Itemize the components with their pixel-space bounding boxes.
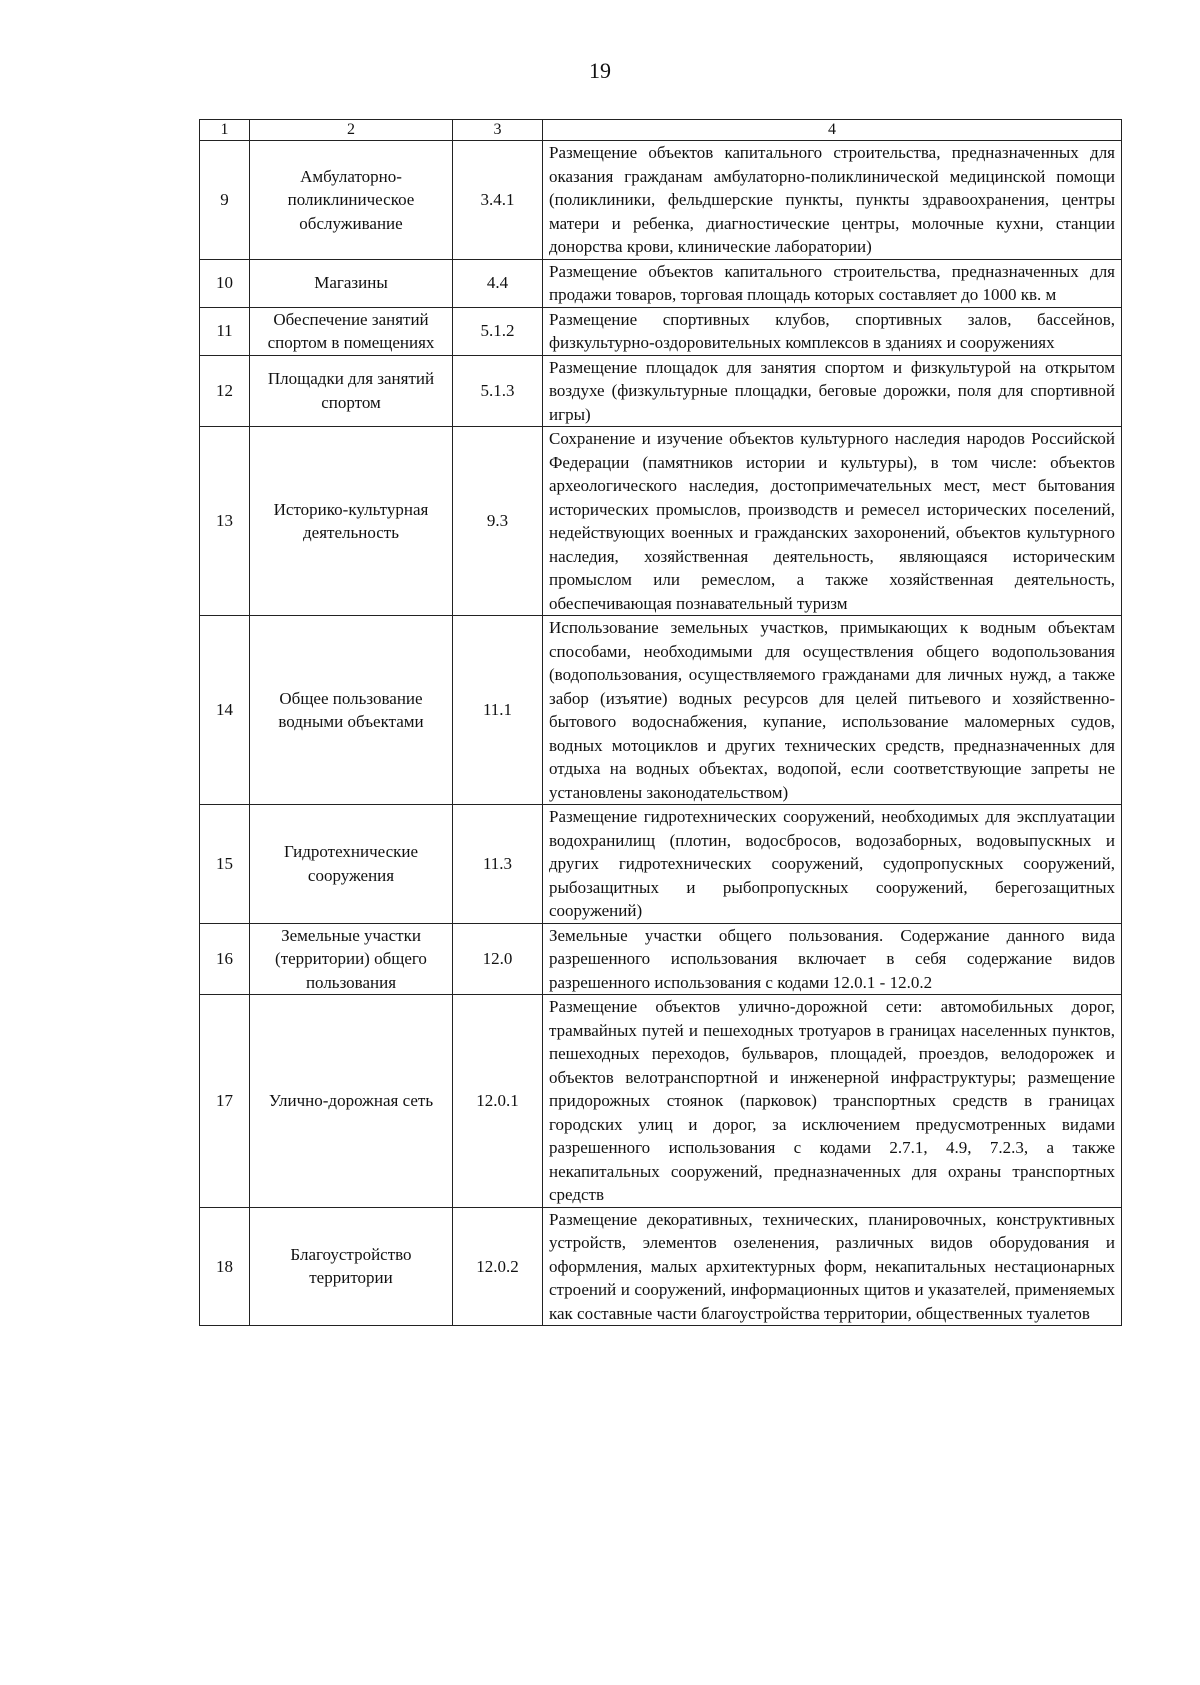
use-type-name: Историко-культурная деятельность bbox=[250, 427, 453, 616]
use-type-description: Размещение гидротехнических сооружений, необходимых для эксплуатации водохранилищ (плотин, водосбросов, водозаборных, водовыпускных и других гидротехнических сооружений, судопропускных сооружений, рыбозащитных и рыбопропускных сооружений, берегозащитных сооружений) bbox=[543, 805, 1122, 924]
use-type-code: 5.1.3 bbox=[453, 355, 543, 427]
header-cell-3: 3 bbox=[453, 120, 543, 141]
table-row bbox=[200, 427, 1122, 616]
use-type-name: Благоустройство территории bbox=[250, 1207, 453, 1326]
use-type-description: Размещение объектов улично-дорожной сети: автомобильных дорог, трамвайных путей и пешеходных тротуаров в границах населенных пунктов, пешеходных переходов, бульваров, площадей, проездов, велодорожек и объектов велотранспортной и инженерной инфраструктуры; размещение придорожных стоянок (парковок) транспортных средств в границах городских улиц и дорог, за исключением предусмотренных видами разрешенного использования с кодами 2.7.1, 4.9, 7.2.3, а также некапитальных сооружений, предназначенных для охраны транспортных средств bbox=[543, 995, 1122, 1208]
use-type-description: Размещение площадок для занятия спортом и физкультурой на открытом воздухе (физкультурные площадки, беговые дорожки, поля для спортивной игры) bbox=[543, 355, 1122, 427]
use-type-name: Обеспечение занятий спортом в помещениях bbox=[250, 307, 453, 355]
use-type-name: Амбулаторно-поликлиническое обслуживание bbox=[250, 141, 453, 260]
page-number: 19 bbox=[589, 58, 611, 83]
use-type-description: Использование земельных участков, примыкающих к водным объектам способами, необходимыми для осуществления общего водопользования (водопользования, осуществляемого гражданами для личных нужд, а также забор (изъятие) водных ресурсов для целей питьевого и хозяйственно-бытового водоснабжения, купание, использование маломерных судов, водных мотоциклов и других технических средств, предназначенных для отдыха на водных объектах, водопой, если соответствующие запреты не установлены законодательством) bbox=[543, 616, 1122, 805]
row-number: 18 bbox=[200, 1207, 250, 1326]
table-row bbox=[200, 259, 1122, 307]
row-number: 17 bbox=[200, 995, 250, 1208]
row-number: 14 bbox=[200, 616, 250, 805]
table-row bbox=[200, 923, 1122, 995]
row-number: 9 bbox=[200, 141, 250, 260]
use-type-name: Гидротехнические сооружения bbox=[250, 805, 453, 924]
use-type-description: Размещение спортивных клубов, спортивных залов, бассейнов, физкультурно-оздоровительных комплексов в зданиях и сооружениях bbox=[543, 307, 1122, 355]
use-type-name: Земельные участки (территории) общего пользования bbox=[250, 923, 453, 995]
use-type-code: 4.4 bbox=[453, 259, 543, 307]
row-number: 12 bbox=[200, 355, 250, 427]
use-type-description: Земельные участки общего пользования. Содержание данного вида разрешенного использования включает в себя содержание видов разрешенного использования с кодами 12.0.1 - 12.0.2 bbox=[543, 923, 1122, 995]
use-type-name: Магазины bbox=[250, 259, 453, 307]
use-type-code: 11.3 bbox=[453, 805, 543, 924]
table-row bbox=[200, 141, 1122, 260]
header-cell-2: 2 bbox=[250, 120, 453, 141]
use-type-code: 3.4.1 bbox=[453, 141, 543, 260]
row-number: 11 bbox=[200, 307, 250, 355]
use-type-code: 12.0.2 bbox=[453, 1207, 543, 1326]
use-type-code: 5.1.2 bbox=[453, 307, 543, 355]
use-type-name: Улично-дорожная сеть bbox=[250, 995, 453, 1208]
use-type-description: Размещение объектов капитального строительства, предназначенных для оказания гражданам амбулаторно-поликлинической медицинской помощи (поликлиники, фельдшерские пункты, пункты здравоохранения, центры матери и ребенка, диагностические центры, молочные кухни, станции донорства крови, клинические лаборатории) bbox=[543, 141, 1122, 260]
table-row bbox=[200, 805, 1122, 924]
use-type-code: 11.1 bbox=[453, 616, 543, 805]
land-use-table bbox=[199, 119, 1122, 1326]
header-cell-4: 4 bbox=[543, 120, 1122, 141]
use-type-code: 9.3 bbox=[453, 427, 543, 616]
use-type-code: 12.0.1 bbox=[453, 995, 543, 1208]
table-row bbox=[200, 616, 1122, 805]
use-type-description: Сохранение и изучение объектов культурного наследия народов Российской Федерации (памятников истории и культуры), в том числе: объектов археологического наследия, достопримечательных мест, мест бытования исторических промыслов, производств и ремесел исторических поселений, недействующих военных и гражданских захоронений, объектов культурного наследия, хозяйственная деятельность, являющаяся историческим промыслом или ремеслом, а также хозяйственная деятельность, обеспечивающая познавательный туризм bbox=[543, 427, 1122, 616]
row-number: 15 bbox=[200, 805, 250, 924]
table-row bbox=[200, 1207, 1122, 1326]
table-row bbox=[200, 995, 1122, 1208]
use-type-code: 12.0 bbox=[453, 923, 543, 995]
table-row bbox=[200, 307, 1122, 355]
use-type-name: Площадки для занятий спортом bbox=[250, 355, 453, 427]
use-type-description: Размещение объектов капитального строительства, предназначенных для продажи товаров, торговая площадь которых составляет до 1000 кв. м bbox=[543, 259, 1122, 307]
row-number: 16 bbox=[200, 923, 250, 995]
row-number: 10 bbox=[200, 259, 250, 307]
use-type-name: Общее пользование водными объектами bbox=[250, 616, 453, 805]
table-row bbox=[200, 355, 1122, 427]
table-header-row bbox=[200, 120, 1122, 141]
row-number: 13 bbox=[200, 427, 250, 616]
header-cell-1: 1 bbox=[200, 120, 250, 141]
use-type-description: Размещение декоративных, технических, планировочных, конструктивных устройств, элементов озеленения, различных видов оборудования и оформления, малых архитектурных форм, некапитальных нестационарных строений и сооружений, информационных щитов и указателей, применяемых как составные части благоустройства территории, общественных туалетов bbox=[543, 1207, 1122, 1326]
